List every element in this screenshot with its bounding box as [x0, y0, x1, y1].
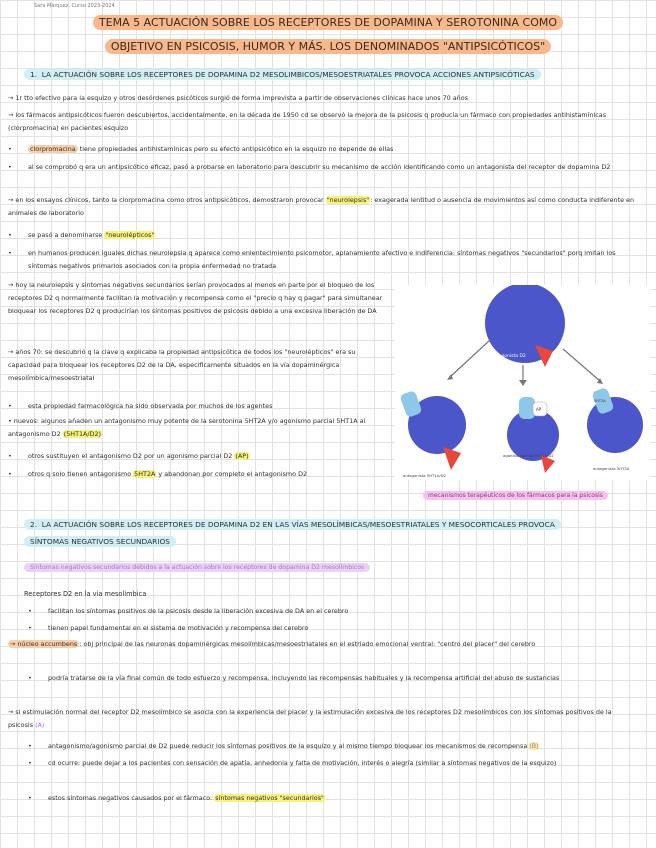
title-text-1: TEMA 5 ACTUACIÓN SOBRE LOS RECEPTORES DE DOPAMINA Y SEROTONINA COMO	[93, 15, 563, 30]
left-d2-drug	[443, 447, 461, 470]
s2-paragraph-2	[8, 706, 638, 732]
s1-b6-text: otros sustituyen el antagonismo D2 por un agonismo parcial D2	[28, 452, 235, 460]
s1-bullet-6	[28, 450, 388, 463]
s1-paragraph-3	[8, 194, 638, 220]
section-1-number: 1.	[30, 70, 38, 79]
sintomas-secundarios-highlight: síntomas negativos "secundarios"	[215, 794, 324, 802]
5ht1a-d2-highlight: (5HT1A/D2)	[63, 430, 102, 438]
s2-paragraph-1	[8, 638, 638, 651]
s1-p6-text: • nuevos: algunos añaden un antagonismo muy potente de la serotonina 5HT2A y/o agonismo parcial 5HT1A al antagonismo D2	[8, 417, 366, 438]
s1-paragraph-1: → 1r tto efectivo para la esquizo y otros desórdenes psicóticos surgió de forma imprevista a partir de observaciones clínicas hace unos 70 años	[8, 94, 468, 102]
arrow-right	[563, 349, 600, 381]
s1-bullet-1	[28, 143, 636, 156]
neurolepsis-highlight: "neurolepsis"	[326, 196, 370, 204]
s1-paragraph-4: → hoy la neurolepsis y síntomas negativos secundarios serían provocados al menos en parte por el bloqueo de los receptores D2 q normalmente facilitan la motivación y recompensa como el "precio q hay q pagar" para simultanear bloquear los receptores D2 q producirían los síntomas positivos de psicosis debido a una excesiva liberación de DA	[8, 281, 383, 315]
figure-caption-text: mecanismos terapéuticos de los fármacos para la psicosis	[423, 491, 608, 500]
s1-bullet-7	[28, 468, 388, 481]
right-receptor	[587, 397, 643, 453]
receptor-tag: 5HT2A	[594, 399, 606, 403]
section-2-subheading-text: Síntomas negativos secundarios debidos a la actuación sobre los receptores de dopamina D2 mesolímbicos	[24, 563, 370, 572]
s2-bullet-3: • podría tratarse de la vía final común de todo esfuerzo y recompensa, incluyendo las recompensas habituales y la recompensa artificial del abuso de sustancias	[48, 672, 636, 685]
mechanism-diagram	[395, 285, 650, 480]
mechanism-figure	[395, 285, 650, 480]
s1-p3-text-b: : exagerada lentitud o ausencia de movimientos así como conducta indiferente en animales de laboratorio	[8, 196, 635, 217]
section-2-title-1: LA ACTUACIÓN SOBRE LOS RECEPTORES DE DOPAMINA D2 EN LAS VÍAS MESOLÍMBICAS/MESOESTRIATALES Y MESOCORTICALES PROVOCA	[41, 520, 555, 529]
s1-paragraph-5: → años 70: se descubrió q la clave q explicaba la propiedad antipsicótica de todos los "neurolépticos" era su capacidad para bloquear los receptores D2 de la DA, especificamente situados en la vía dopaminérgica mesolímbica/mesoestriatal	[8, 348, 356, 382]
central-d2-receptor	[485, 285, 565, 363]
s2-p2-text: → si estimulación normal del receptor D2 mesolímbico se asocia con la experiencia del placer y la estimulación excesiva de los receptores D2 mesolímbicos con los síntomas positivos de la psicosis	[8, 708, 612, 729]
figure-caption	[423, 489, 608, 502]
section-2-title-2: SÍNTOMAS NEGATIVOS SECUNDARIOS	[24, 536, 176, 547]
ap-tag: AP	[536, 407, 542, 412]
s1-bullet-4: • en humanos producen iguales dichas neurolepsia q aparece como enlentecimiento psicomotor, aplanamiento afectivo e indiferencia: síntomas negativos "secundarios" porq imitan los síntomas negativos primarios asociados con la propia enfermedad no tratada	[28, 247, 636, 273]
s1-paragraph-6	[8, 415, 390, 441]
section-2-number: 2.	[30, 520, 38, 529]
s2-bullet-4	[48, 740, 636, 753]
title-text-2: OBJETIVO EN PSICOSIS, HUMOR Y MÁS. LOS DENOMINADOS "ANTIPSICÓTICOS"	[105, 39, 551, 54]
arrow-middle-head	[519, 380, 527, 386]
author-note: Sara Márquez. Curso 2023-2024	[34, 3, 115, 9]
s2-bullet-5: • cd ocurre: puede dejar a los pacientes con sensación de apatía, anhedonia y falta de motivación, interés o alegría (similar a síntomas negativos de la esquizo)	[48, 757, 636, 770]
section-1-title: LA ACTUACIÓN SOBRE LOS RECEPTORES DE DOPAMINA D2 MESOLIMBICOS/MESOESTRIATALES PROVOCA ACCIONES ANTIPSICÓTICAS	[41, 70, 535, 79]
page-title-line-2	[0, 40, 656, 54]
s1-p3-text-a: → en los ensayos clínicos, tanto la clorpromacina como otros antipsicóticos, demostraron provocar	[8, 196, 326, 204]
tag-b: (B)	[529, 742, 539, 750]
section-2-heading	[24, 516, 650, 550]
s1-b7-text-a: otros q solo tienen antagonismo	[28, 470, 134, 478]
arrow-left	[450, 340, 490, 377]
neurolepticos-highlight: "neurolépticos"	[105, 231, 155, 239]
clorpromacina-highlight: clorpromacina	[30, 145, 76, 153]
section-2-subheading	[24, 561, 370, 574]
label-left: antagonista 5HT1A/D2	[403, 473, 446, 478]
s1-bullet-1-text: tiene propiedades antihistamínicas pero su efecto antipsicótico en la esquizo no depende de ellas	[77, 145, 394, 153]
s2-bullet-2: • tienen papel fundamental en el sistema de motivación y recompensa del cerebro	[48, 622, 636, 635]
s2-b6-text: estos síntomas negativos causados por el fármaco:	[48, 794, 215, 802]
nucleo-accumbens-highlight: → núcleo accumbens	[10, 640, 78, 648]
s2-p1-text: : obj principal de las neuronas dopaminérgicas mesolímbicas/mesoestriatales en el estriado emocional ventral: "centro del placer" del cerebro	[79, 640, 536, 648]
middle-5ht-drug	[519, 397, 535, 419]
s1-b3-text: se pasó a denominarse	[28, 231, 105, 239]
s1-bullet-5: • esta propiedad farmacológica ha sido observada por muchos de los agentes	[28, 400, 388, 413]
s1-bullet-3	[28, 229, 636, 242]
s2-bullet-1: • facilitan los síntomas positivos de la psicosis desde la liberación excesiva de DA en el cerebro	[48, 605, 636, 618]
ap-highlight: (AP)	[235, 452, 249, 460]
label-antagonista-d2: Antagonista D2	[491, 354, 526, 359]
s1-paragraph-2: → los fármacos antipsicóticos fueron descubiertos, accidentalmente, en la década de 1950 cd se observó la mejora de la psicosis q producía un fármaco con propiedades antihistamínicas (clorpromacina) en pacientes esquizo	[8, 111, 607, 132]
s2-bullet-6	[48, 792, 636, 805]
s2-b4-text: antagonismo/agonismo parcial de D2 puede reducir los síntomas positivos de la esquizo y al mismo tiempo bloquear los mecanismos de recompensa	[48, 742, 530, 750]
page-title-line-1	[0, 16, 656, 30]
5ht2a-highlight: 5HT2A	[134, 470, 156, 478]
tag-a: (A)	[35, 721, 45, 729]
label-right: antagonista 5HT2A	[593, 466, 630, 471]
s2-label: Receptores D2 en la vía mesolímbica	[24, 590, 147, 598]
label-middle: agonista parcial 5HT1A/D2	[503, 453, 554, 458]
s1-b7-text-b: y abandonan por completo el antagonismo D2	[156, 470, 308, 478]
s1-bullet-2: • al se comprobó q era un antipsicótico eficaz, pasó a probarse en laboratorio para descubrir su mecanismo de acción identificando como un antagonista del receptor de dopamina D2	[28, 161, 636, 174]
section-1-heading	[24, 68, 650, 81]
